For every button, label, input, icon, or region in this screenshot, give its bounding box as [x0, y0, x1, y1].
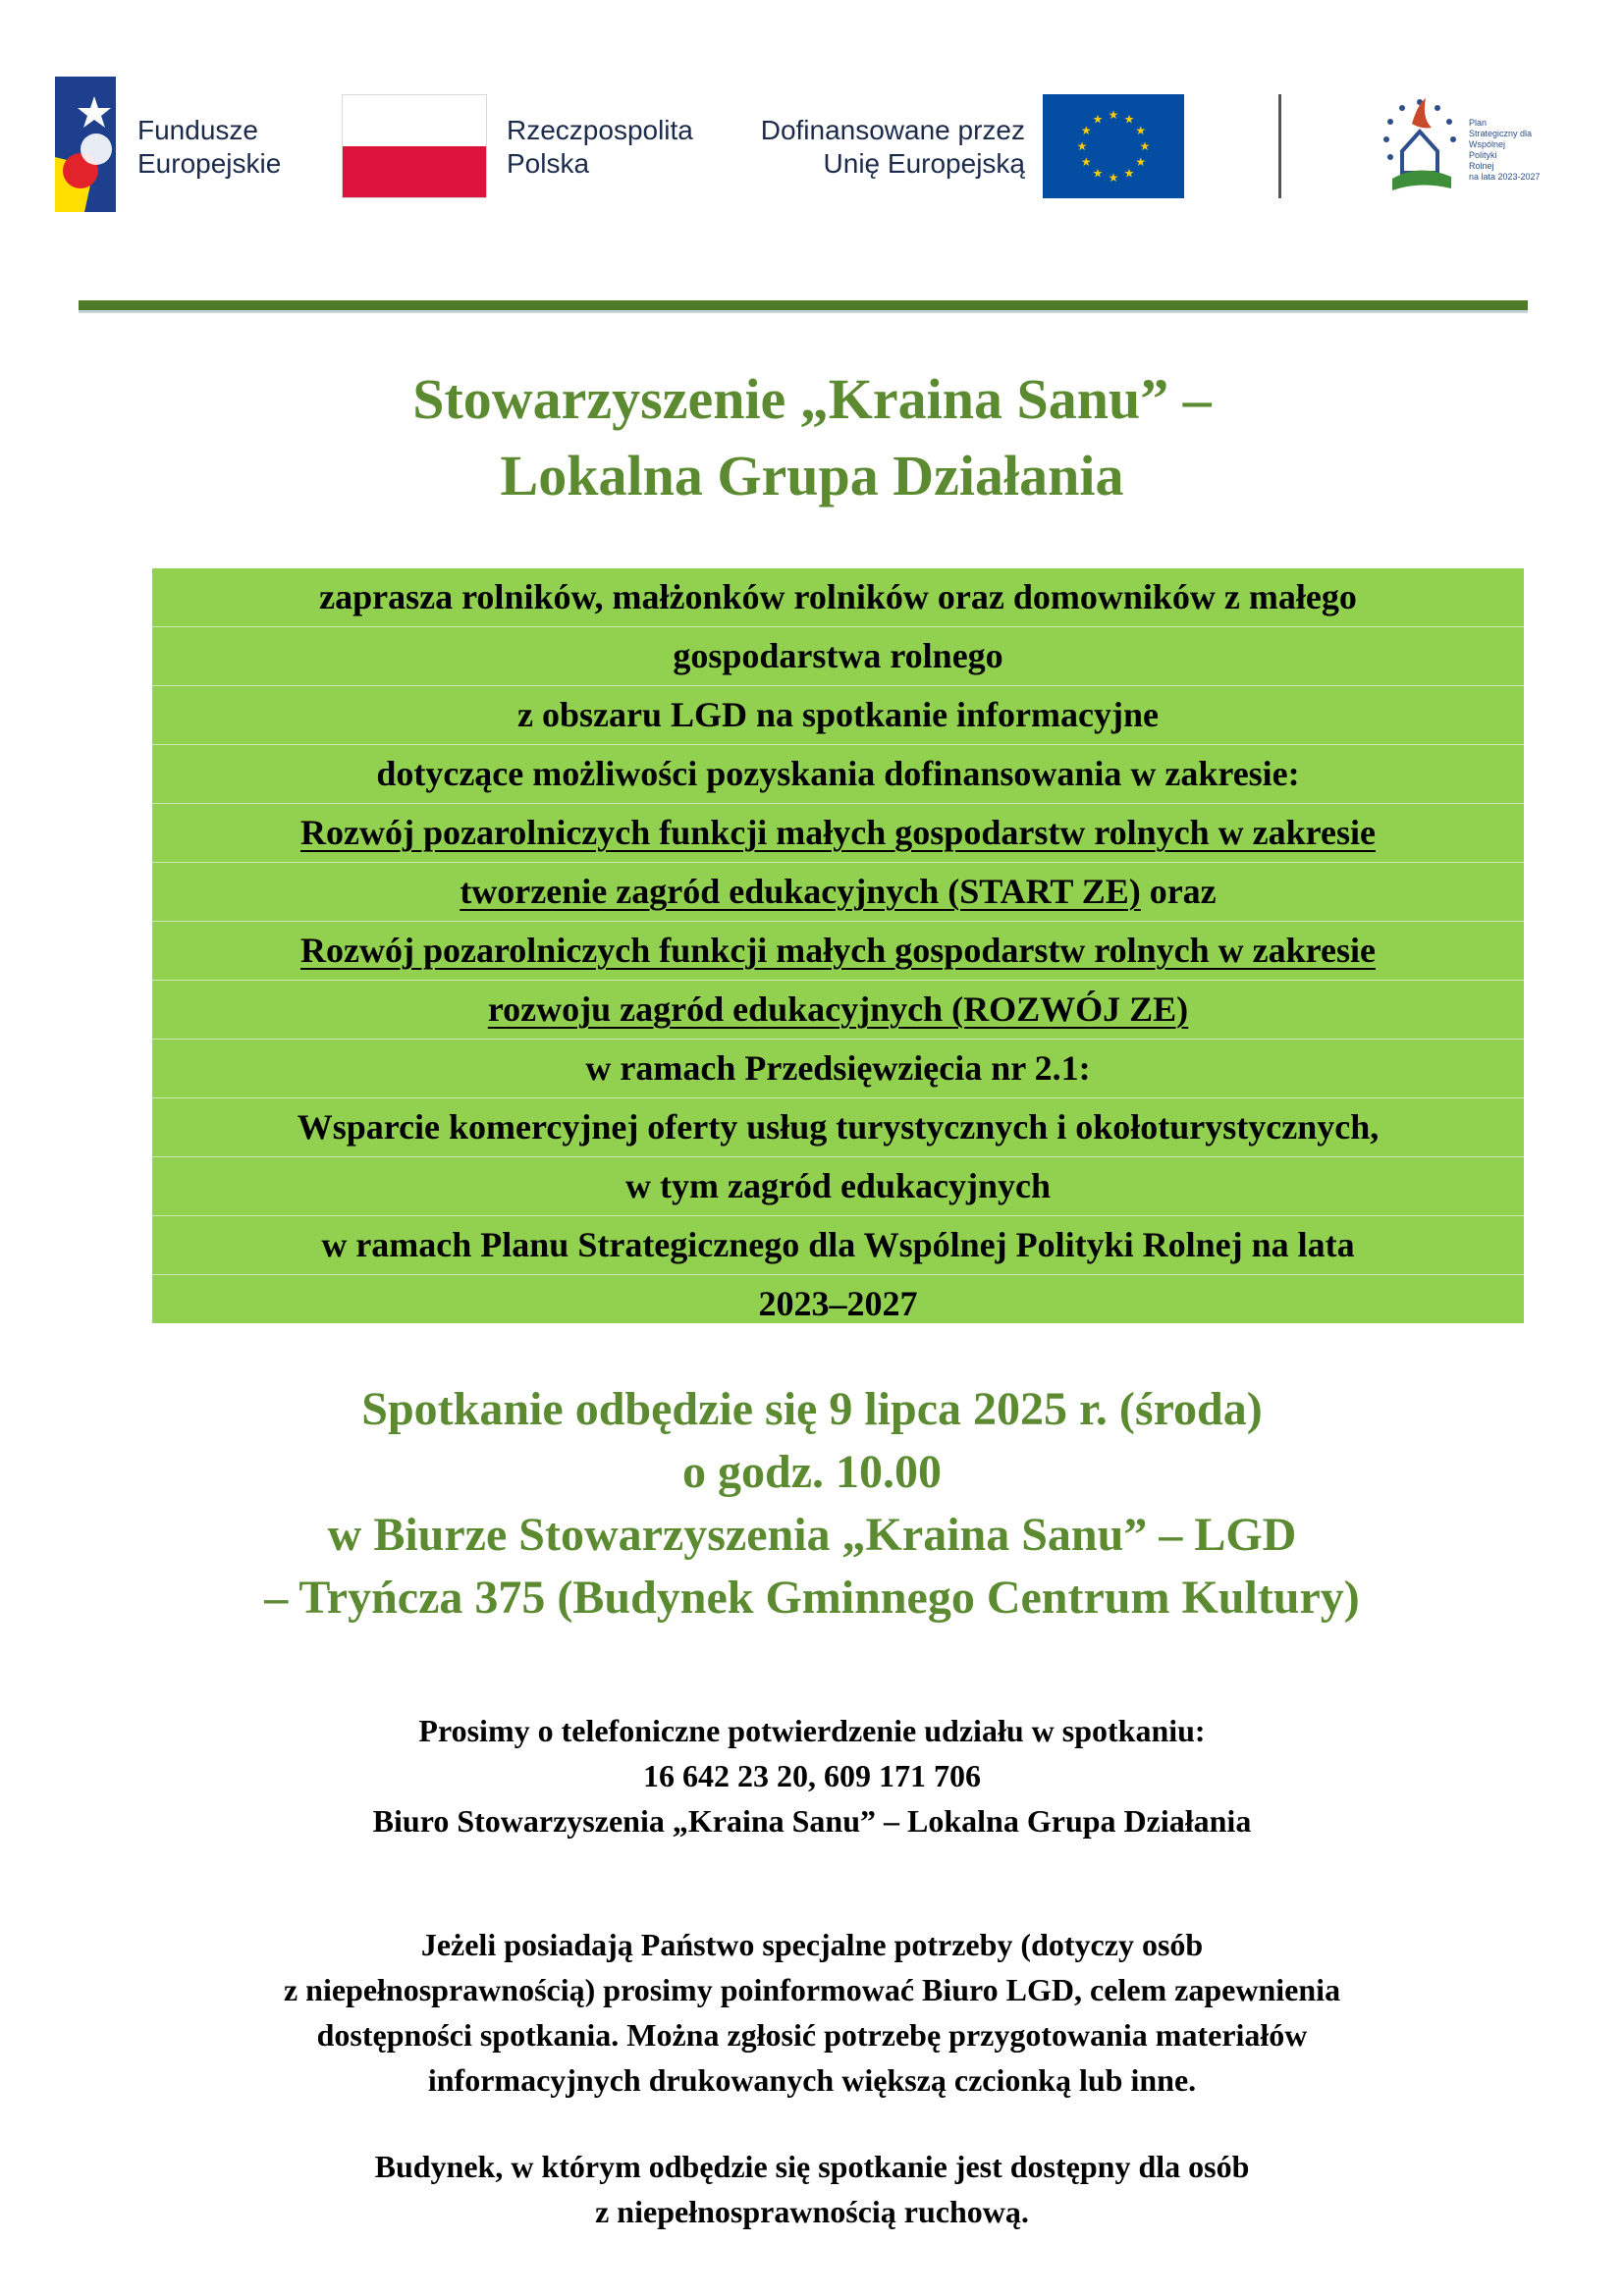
meeting-place: w Biurze Stowarzyszenia „Kraina Sanu” – LGD: [327, 1509, 1297, 1561]
eu-star-icon: ★: [1108, 108, 1119, 122]
accessibility-note: Budynek, w którym odbędzie się spotkanie jest dostępny dla osób z niepełnosprawnością ruchową.: [374, 2149, 1250, 2229]
program-name-start: Rozwój pozarolniczych funkcji małych gospodarstw rolnych w zakresie: [300, 813, 1376, 852]
eu-star-icon: ★: [1135, 155, 1147, 169]
title-line-2: Lokalna Grupa Działania: [500, 444, 1124, 507]
eu-star-icon: ★: [1092, 112, 1104, 127]
invitation-box: [152, 568, 1524, 1323]
invite-line: tworzenie zagród edukacyjnych (START ZE) oraz: [152, 862, 1524, 921]
invite-line: [152, 921, 1524, 980]
eu-star-icon: ★: [1076, 139, 1088, 153]
eu-star-icon: ★: [1139, 139, 1151, 153]
eu-star-icon: ★: [1092, 166, 1104, 181]
contact-info: [0, 1708, 1624, 1843]
poland-flag-logo: [342, 94, 487, 198]
logo-divider: [1278, 94, 1281, 198]
invite-line: Wsparcie komercyjnej oferty usług turystycznych i okołoturystycznych,: [152, 1097, 1524, 1156]
invite-line: dotyczące możliwości pozyskania dofinansowania w zakresie:: [152, 744, 1524, 803]
invite-line: z obszaru LGD na spotkanie informacyjne: [152, 685, 1524, 744]
invite-line: [152, 980, 1524, 1039]
program-name-rozwoj: Rozwój pozarolniczych funkcji małych gospodarstw rolnych w zakresie: [300, 931, 1376, 970]
invite-line: gospodarstwa rolnego: [152, 626, 1524, 685]
meeting-address: – Tryńcza 375 (Budynek Gminnego Centrum Kultury): [264, 1572, 1360, 1624]
eu-star-icon: ★: [1080, 124, 1092, 137]
invite-line: zaprasza rolników, małżonków rolników oraz domowników z małego: [319, 577, 1357, 616]
invite-line: w tym zagród edukacyjnych: [152, 1156, 1524, 1215]
meeting-time: o godz. 10.00: [682, 1446, 942, 1498]
eu-star-icon: ★: [1123, 112, 1135, 127]
invite-line: [152, 803, 1524, 862]
meeting-details: [0, 1378, 1624, 1629]
eu-star-icon: ★: [1108, 171, 1119, 185]
logo-bar: [0, 0, 1624, 216]
plan-strategiczny-logo: [1373, 94, 1467, 196]
program-name-rozwoj-cont: rozwoju zagród edukacyjnych (ROZWÓJ ZE): [487, 989, 1189, 1029]
confirmation-request: Prosimy o telefoniczne potwierdzenie udziału w spotkaniu:: [418, 1713, 1206, 1748]
rzeczpospolita-polska-text: Rzeczpospolita Polska: [507, 115, 693, 179]
fundusze-europejskie-logo: [55, 77, 116, 212]
invite-line: 2023–2027: [152, 1274, 1524, 1333]
organization-title: [0, 361, 1624, 514]
eu-star-icon: ★: [1123, 166, 1135, 181]
invite-line: w ramach Przedsięwzięcia nr 2.1:: [152, 1039, 1524, 1097]
eu-star-icon: ★: [1080, 155, 1092, 169]
invite-line: w ramach Planu Strategicznego dla Wspólnej Polityki Rolnej na lata: [152, 1215, 1524, 1274]
eu-star-icon: ★: [1135, 124, 1147, 137]
phone-numbers: 16 642 23 20, 609 171 706: [643, 1758, 981, 1793]
title-line-1: Stowarzyszenie „Kraina Sanu” –: [412, 367, 1212, 431]
special-needs-note: Jeżeli posiadają Państwo specjalne potrzeby (dotyczy osób z niepełnosprawnością) prosimy poinformować Biuro LGD, celem zapewnienia dostępności spotkania. Można zgłosić potrzebę przygotowania materiałów informacyjnych drukowanych większą czcionką lub inne.: [283, 1927, 1341, 2098]
meeting-date: Spotkanie odbędzie się 9 lipca 2025 r. (środa): [361, 1383, 1263, 1435]
fundusze-europejskie-text: Fundusze Europejskie: [137, 115, 282, 179]
eu-cofinancing-text: Dofinansowane przez Unię Europejską: [760, 115, 1025, 179]
office-name: Biuro Stowarzyszenia „Kraina Sanu” – Lokalna Grupa Działania: [372, 1803, 1252, 1839]
plan-strategiczny-text: Plan Strategiczny dla Wspólnej Polityki Rolnej na lata 2023-2027: [1469, 118, 1541, 182]
program-name-start-cont: tworzenie zagród edukacyjnych (START ZE): [460, 872, 1141, 911]
eu-flag-logo: [1043, 94, 1184, 198]
green-divider-rule: [79, 300, 1528, 310]
